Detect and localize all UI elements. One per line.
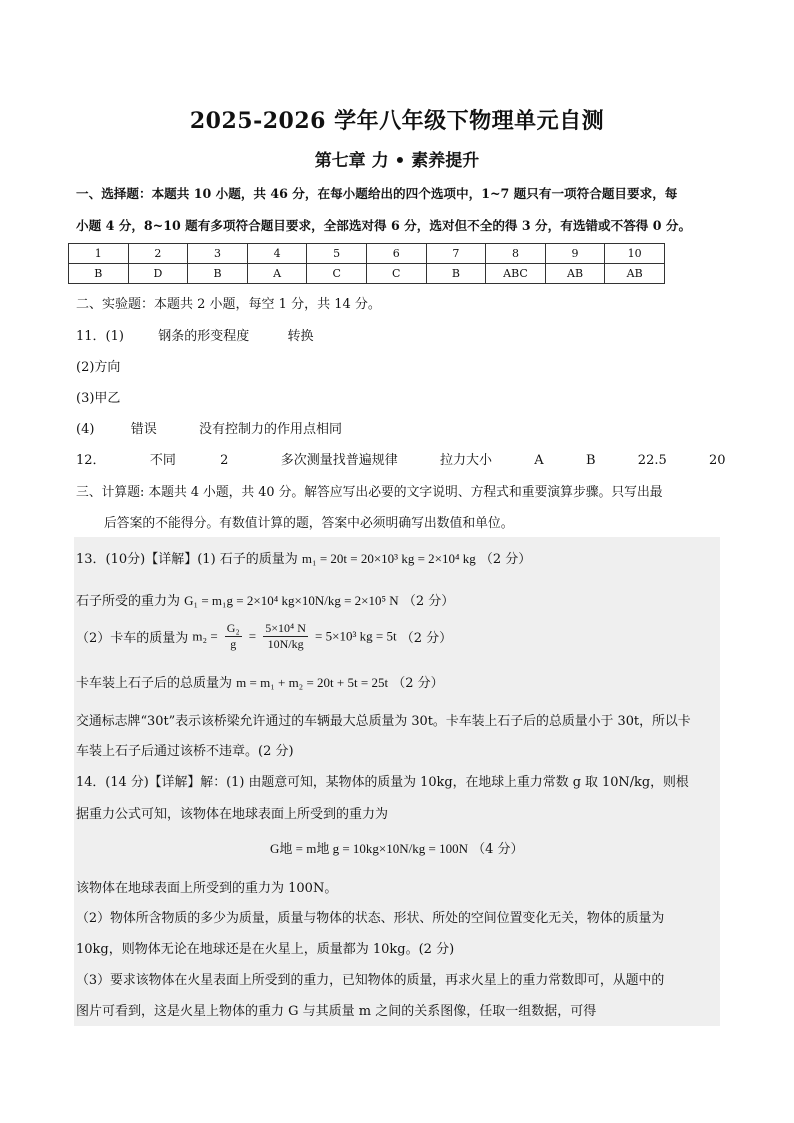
q12-answer: 拉力大小 (439, 453, 492, 468)
q13-score: （2 分） (400, 631, 453, 646)
q12-answer: B (585, 453, 596, 468)
table-cell: AB (605, 264, 665, 284)
section3-line2: 后答案的不能得分。有数值计算的题，答案中必须明确写出数值和单位。 (104, 516, 514, 531)
q13-line1 (76, 548, 531, 567)
q14-line1: 14．(14 分)【详解】解：(1) 由题意可知，某物体的质量为 10kg，在地球上重力常数 g 取 10N/kg，则根 (76, 775, 689, 790)
fraction-numerator: 5×10⁴ N (265, 621, 306, 635)
table-cell: 1 (69, 244, 129, 264)
q13-line4 (76, 672, 444, 691)
q13-line5: 交通标志牌“30t”表示该桥梁允许通过的车辆最大总质量为 30t。卡车装上石子后的总质量小于 30t，所以卡 (76, 714, 691, 729)
answer-table (68, 243, 665, 284)
table-cell: B (69, 264, 129, 284)
table-cell: 7 (426, 244, 486, 264)
q11-answer: 错误 (130, 422, 157, 437)
q13-text: 卡车装上石子后的总质量为 (76, 676, 233, 691)
section1-line2: 小题 4 分，8~10 题有多项符合题目要求，全部选对得 6 分，选对但不全的得 3 分，有选错或不答得 0 分。 (76, 218, 692, 233)
equals-sign: = (248, 628, 257, 644)
q11-part1-label: 11．(1) (76, 329, 124, 344)
q14-line3 (270, 838, 524, 857)
section3-line1: 三、计算题: 本题共 4 小题，共 40 分。解答应写出必要的文字说明、方程式和重要演算步骤。只写出最 (76, 485, 663, 500)
q13-formula: m₁ = 20t = 20×10³ kg = 2×10⁴ kg (301, 551, 476, 566)
q14-formula: G地 = m地 g = 10kg×10N/kg = 100N (270, 841, 468, 856)
table-cell: AB (545, 264, 605, 284)
answer-table-answer-row (69, 264, 665, 284)
q12-answers (76, 449, 726, 468)
q11-part2: (2)方向 (76, 360, 121, 375)
table-cell: ABC (486, 264, 546, 284)
q13-score: （2 分） (402, 594, 455, 609)
q13-line2 (76, 590, 454, 609)
q14-line5: （2）物体所含物质的多少为质量，质量与物体的状态、形状、所处的空间位置变化无关，物体的质量为 (76, 911, 665, 926)
q13-formula: m = m₁ + m₂ = 20t + 5t = 25t (236, 675, 389, 690)
table-cell: 2 (128, 244, 188, 264)
q11-answer: 转换 (287, 329, 314, 344)
q13-text: 13．(10分)【详解】(1) 石子的质量为 (76, 552, 298, 567)
table-cell: A (247, 264, 307, 284)
q14-line2: 据重力公式可知，该物体在地球表面上所受到的重力为 (76, 807, 389, 822)
q13-score: （2 分） (392, 676, 444, 691)
table-cell: B (426, 264, 486, 284)
q13-formula: m₂ = (192, 628, 218, 644)
fraction-numerator: G₂ (226, 621, 240, 635)
q13-formula: G₁ = m₁g = 2×10⁴ kg×10N/kg = 2×10⁵ N (184, 593, 399, 608)
chapter-subtitle: 第七章 力 • 素养提升 (314, 151, 480, 171)
table-cell: 9 (545, 244, 605, 264)
q14-line6: 10kg，则物体无论在地球还是在火星上，质量都为 10kg。(2 分) (76, 942, 455, 957)
q13-text: （2）卡车的质量为 (76, 631, 189, 646)
fraction (263, 621, 308, 652)
q11-part4-label: (4) (76, 422, 95, 437)
q14-line7: （3）要求该物体在火星表面上所受到的重力，已知物体的质量，再求火星上的重力常数即可，从题中的 (76, 973, 665, 988)
q13-line6: 车装上石子后通过该桥不违章。(2 分) (76, 744, 294, 759)
q11-part1 (76, 325, 314, 344)
page-title: 2025-2026 学年八年级下物理单元自测 (189, 108, 605, 134)
table-cell: 3 (188, 244, 248, 264)
q14-score: （4 分） (472, 842, 524, 857)
q12-answer: 多次测量找普遍规律 (280, 453, 398, 468)
q13-score: （2 分） (479, 552, 532, 567)
q12-answer: 22.5 (637, 453, 667, 468)
table-cell: D (128, 264, 188, 284)
table-cell: C (366, 264, 426, 284)
section1-line1: 一、选择题：本题共 10 小题，共 46 分，在每小题给出的四个选项中，1~7 题只有一项符合题目要求，每 (76, 186, 678, 201)
q14-line8: 图片可看到，这是火星上物体的重力 G 与其质量 m 之间的关系图像，任取一组数据，可得 (76, 1004, 597, 1019)
table-cell: 5 (307, 244, 367, 264)
section2-header: 二、实验题：本题共 2 小题，每空 1 分，共 14 分。 (76, 297, 381, 312)
q11-part4 (76, 418, 342, 437)
q11-answer: 钢条的形变程度 (158, 329, 250, 344)
table-cell: 8 (486, 244, 546, 264)
q13-line3 (76, 621, 452, 652)
fraction-denominator: 10N/kg (267, 637, 304, 651)
q12-answer: A (534, 453, 544, 468)
q13-text: 石子所受的重力为 (76, 594, 181, 609)
table-cell: 4 (247, 244, 307, 264)
table-cell: 6 (366, 244, 426, 264)
q13-formula: = 5×10³ kg = 5t (315, 628, 397, 644)
q12-answer: 2 (220, 453, 229, 468)
q12-label: 12． (76, 453, 106, 468)
answer-table-number-row (69, 244, 665, 264)
q14-line4: 该物体在地球表面上所受到的重力为 100N。 (76, 881, 338, 896)
fraction-denominator: g (230, 637, 237, 651)
table-cell: C (307, 264, 367, 284)
q12-answer: 20 (709, 453, 726, 468)
table-cell: 10 (605, 244, 665, 264)
q11-answer: 没有控制力的作用点相同 (199, 422, 343, 437)
q11-part3: (3)甲乙 (76, 391, 121, 406)
table-cell: B (188, 264, 248, 284)
q12-answer: 不同 (149, 453, 176, 468)
fraction (225, 621, 242, 652)
